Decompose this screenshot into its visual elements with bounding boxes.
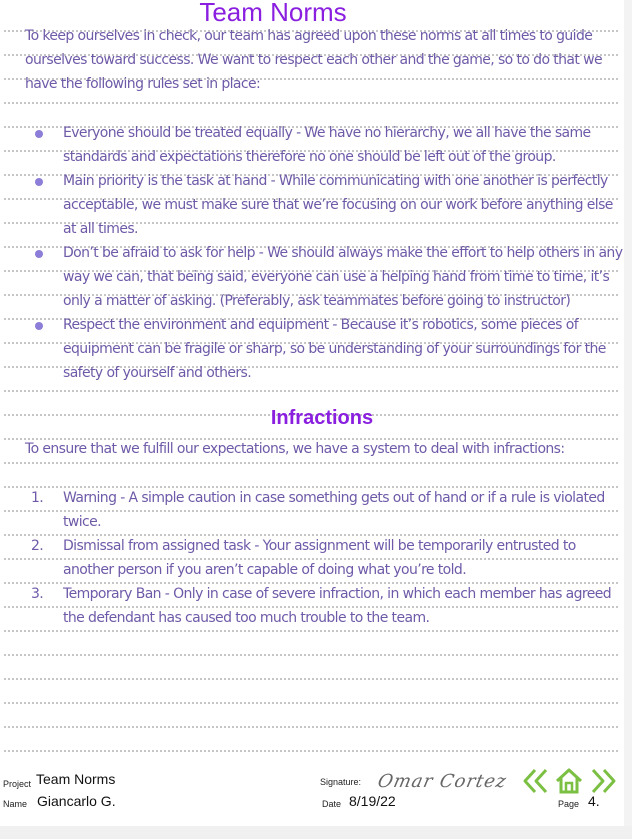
infraction-number: 1. <box>31 490 44 506</box>
infraction-number: 3. <box>31 586 44 602</box>
name-label: Name <box>3 799 28 809</box>
signature-label: Signature: <box>320 777 362 787</box>
infractions-heading: Infractions <box>270 407 374 429</box>
name-value: Giancarlo G. <box>37 793 116 809</box>
page-number: 4. <box>588 793 600 809</box>
home-icon[interactable] <box>555 767 583 795</box>
norm-item: Don’t be afraid to ask for help - We should always make the effort to help others in any way we can, that being said, everyone can use a helping hand from time to time, it’s only a matter of asking. (Preferably, ask teammates before going to instructor) <box>63 245 623 309</box>
date-label: Date <box>322 799 342 809</box>
project-label: Project <box>3 779 32 789</box>
bullet-icon <box>35 130 43 138</box>
chevron-double-right-icon[interactable] <box>589 767 617 795</box>
chevron-double-left-icon[interactable] <box>522 767 550 795</box>
infraction-number: 2. <box>31 538 44 554</box>
project-value: Team Norms <box>36 771 116 787</box>
bullet-icon <box>35 322 43 330</box>
infraction-item: Temporary Ban - Only in case of severe infraction, in which each member has agreed the defendant has caused too much trouble to the team. <box>63 586 612 626</box>
norm-item: Respect the environment and equipment - Because it’s robotics, some pieces of equipment can be fragile or sharp, so be understanding of your surroundings for the safety of yourself and others. <box>63 317 606 381</box>
date-value: 8/19/22 <box>349 793 396 809</box>
norm-item: Everyone should be treated equally - We have no hierarchy, we all have the same standards and expectations therefore no one should be left out of the group. <box>63 125 591 165</box>
infraction-item: Dismissal from assigned task - Your assignment will be temporarily entrusted to another person if you aren’t capable of doing what you’re told. <box>63 538 576 578</box>
page-bottom-edge <box>0 826 632 839</box>
bullet-icon <box>35 178 43 186</box>
infractions-intro: To ensure that we fulfill our expectations, we have a system to deal with infractions: <box>25 441 565 457</box>
norm-item: Main priority is the task at hand - While communicating with one another is perfectly acceptable, we must make sure that we’re focusing on our work before anything else at all times. <box>63 173 613 237</box>
bullet-icon <box>35 250 43 258</box>
intro-paragraph: To keep ourselves in check, our team has agreed upon these norms at all times to guide ourselves toward success. We want to respect each other and the game, so to do that we have the following rules set in place: <box>25 28 603 92</box>
page-title: Team Norms <box>199 0 347 27</box>
page-footer <box>0 765 622 825</box>
page-label: Page <box>558 799 580 809</box>
infraction-item: Warning - A simple caution in case something gets out of hand or if a rule is violated twice. <box>63 490 605 530</box>
signature: Omar Cortez <box>375 771 509 792</box>
